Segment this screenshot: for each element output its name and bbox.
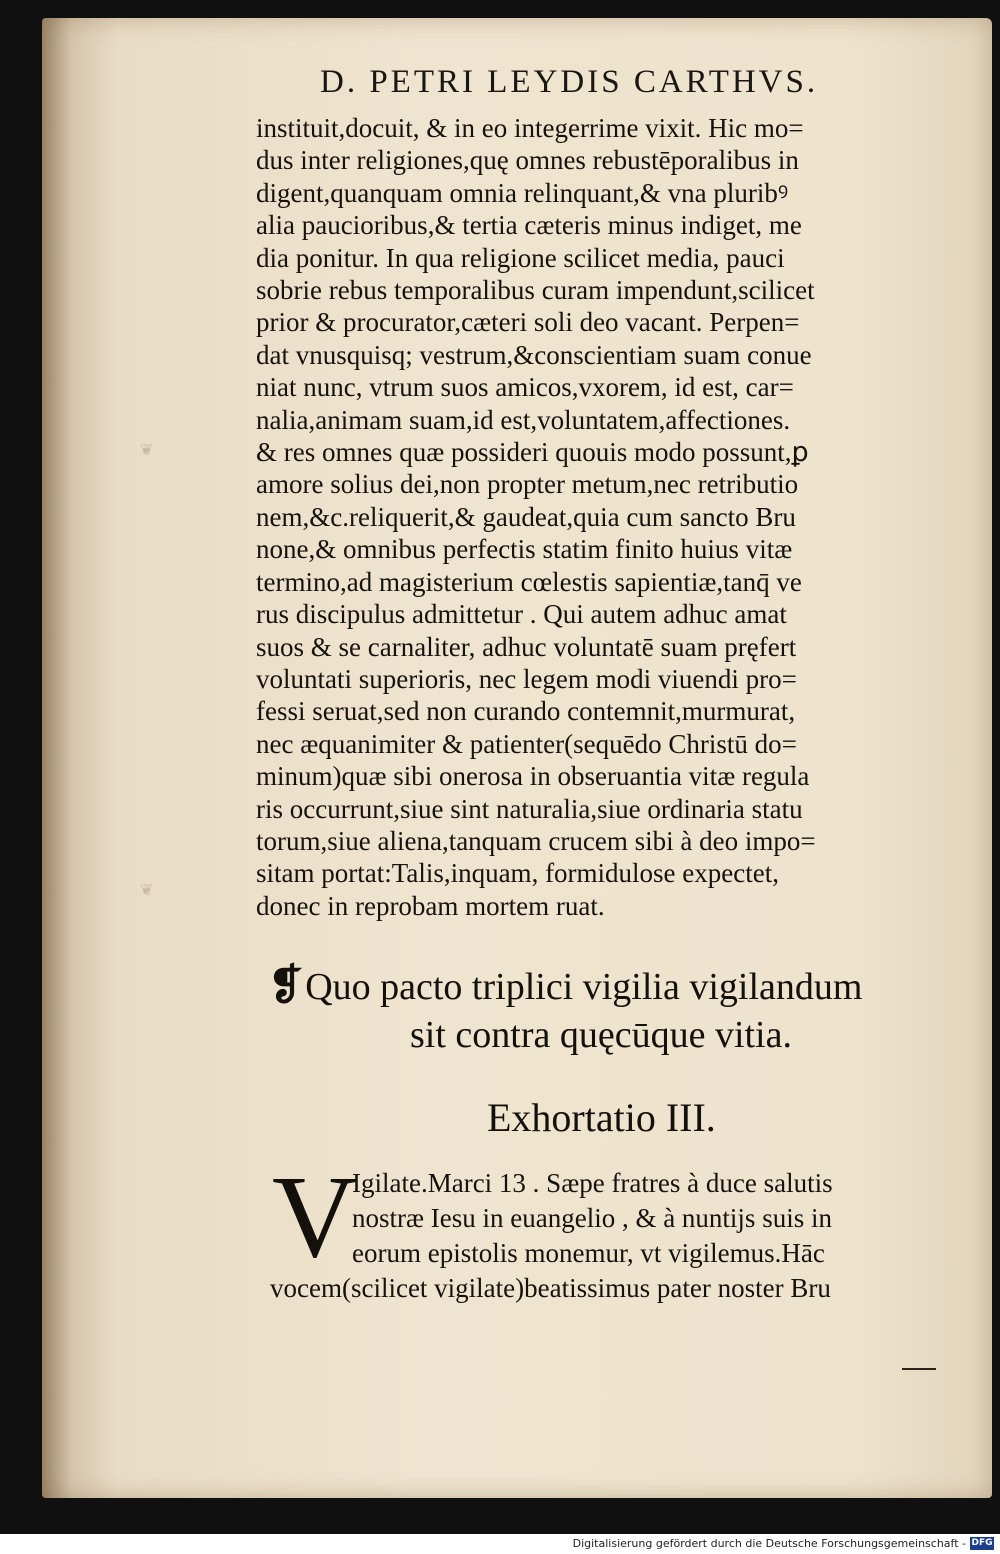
text-line: donec in reprobam mortem ruat.: [256, 890, 605, 921]
text-line: digent,quanquam omnia relinquant,& vna pluribꝰ: [256, 177, 789, 208]
text-line: none,& omnibus perfectis statim finito huius vitæ: [256, 534, 793, 565]
heading-line: [268, 962, 958, 1011]
text-line: eorum epistolis monemur, vt vigilemus.Hāc: [352, 1238, 825, 1268]
heading-line-2: sit contra quęcūque vitia.: [410, 1014, 792, 1056]
page-gutter-shadow: [42, 18, 72, 1498]
heading-line-1: Quo pacto triplici vigilia vigilandum: [305, 966, 863, 1008]
text-line: ris occurrunt,siue sint naturalia,siue ordinaria statu: [256, 793, 803, 824]
text-line: voluntati superioris, nec legem modi viuendi pro=: [256, 663, 797, 694]
funding-credit: Digitalisierung gefördert durch die Deutsche Forschungsgemeinschaft -: [572, 1537, 966, 1550]
exhortation-paragraph: [270, 1166, 960, 1306]
bleed-through-mark: ❦: [140, 442, 154, 459]
bleed-through-mark: ❦: [140, 882, 154, 899]
text-line: alia paucioribus,& tertia cæteris minus indiget, me: [256, 210, 802, 241]
text-line: dus inter religiones,quę omnes rebustēporalibus in: [256, 145, 799, 176]
text-line: prior & procurator,cæteri soli deo vacant. Perpen=: [256, 307, 800, 338]
text-line: nostræ Iesu in euangelio , & à nuntijs suis in: [352, 1203, 832, 1233]
body-paragraph: [256, 112, 956, 922]
text-line: nec æquanimiter & patienter(sequēdo Christū do=: [256, 728, 797, 759]
text-line: rus discipulus admittetur . Qui autem adhuc amat: [256, 599, 787, 630]
text-line: amore solius dei,non propter metum,nec retributio: [256, 469, 799, 500]
text-line: sobrie rebus temporalibus curam impendunt,scilicet: [256, 275, 815, 306]
text-line: vocem(scilicet vigilate)beatissimus pater noster Bru: [270, 1273, 831, 1303]
text-line: termino,ad magisterium cœlestis sapientiæ,tanq̄ ve: [256, 566, 802, 597]
text-line: fessi seruat,sed non curando contemnit,murmurat,: [256, 696, 796, 727]
text-line: nalia,animam suam,id est,voluntatem,affectiones.: [256, 404, 791, 435]
text-line: sitam portat:Talis,inquam, formidulose expectet,: [256, 858, 779, 889]
text-line: niat nunc, vtrum suos amicos,vxorem, id est, car=: [256, 372, 794, 403]
text-line: & res omnes quæ possideri quouis modo possunt,ꝑ: [256, 437, 809, 468]
section-heading: [268, 962, 958, 1059]
text-line: nem,&c.reliquerit,& gaudeat,quia cum sancto Bru: [256, 501, 796, 532]
dfg-logo: DFG: [971, 1538, 993, 1548]
running-head: D. PETRI LEYDIS CARTHVS.: [320, 64, 819, 100]
catchword-dash: [902, 1368, 936, 1370]
text-line: dat vnusquisq; vestrum,&conscientiam suam conue: [256, 339, 812, 370]
text-line: suos & se carnaliter, adhuc voluntatē suam pręfert: [256, 631, 797, 662]
pilcrow-icon: ❡: [268, 963, 304, 1009]
drop-cap-initial: V: [272, 1151, 358, 1282]
exhortation-title: Exhortatio III.: [487, 1095, 716, 1140]
text-line: minum)quæ sibi onerosa in obseruantia vitæ regula: [256, 761, 810, 792]
text-line: dia ponitur. In qua religione scilicet media, pauci: [256, 242, 785, 273]
text-line: instituit,docuit, & in eo integerrime vixit. Hic mo=: [256, 113, 804, 143]
text-line: Igilate.Marci 13 . Sæpe fratres à duce salutis: [352, 1168, 833, 1198]
text-line: torum,siue aliena,tanquam crucem sibi à deo impo=: [256, 825, 816, 856]
